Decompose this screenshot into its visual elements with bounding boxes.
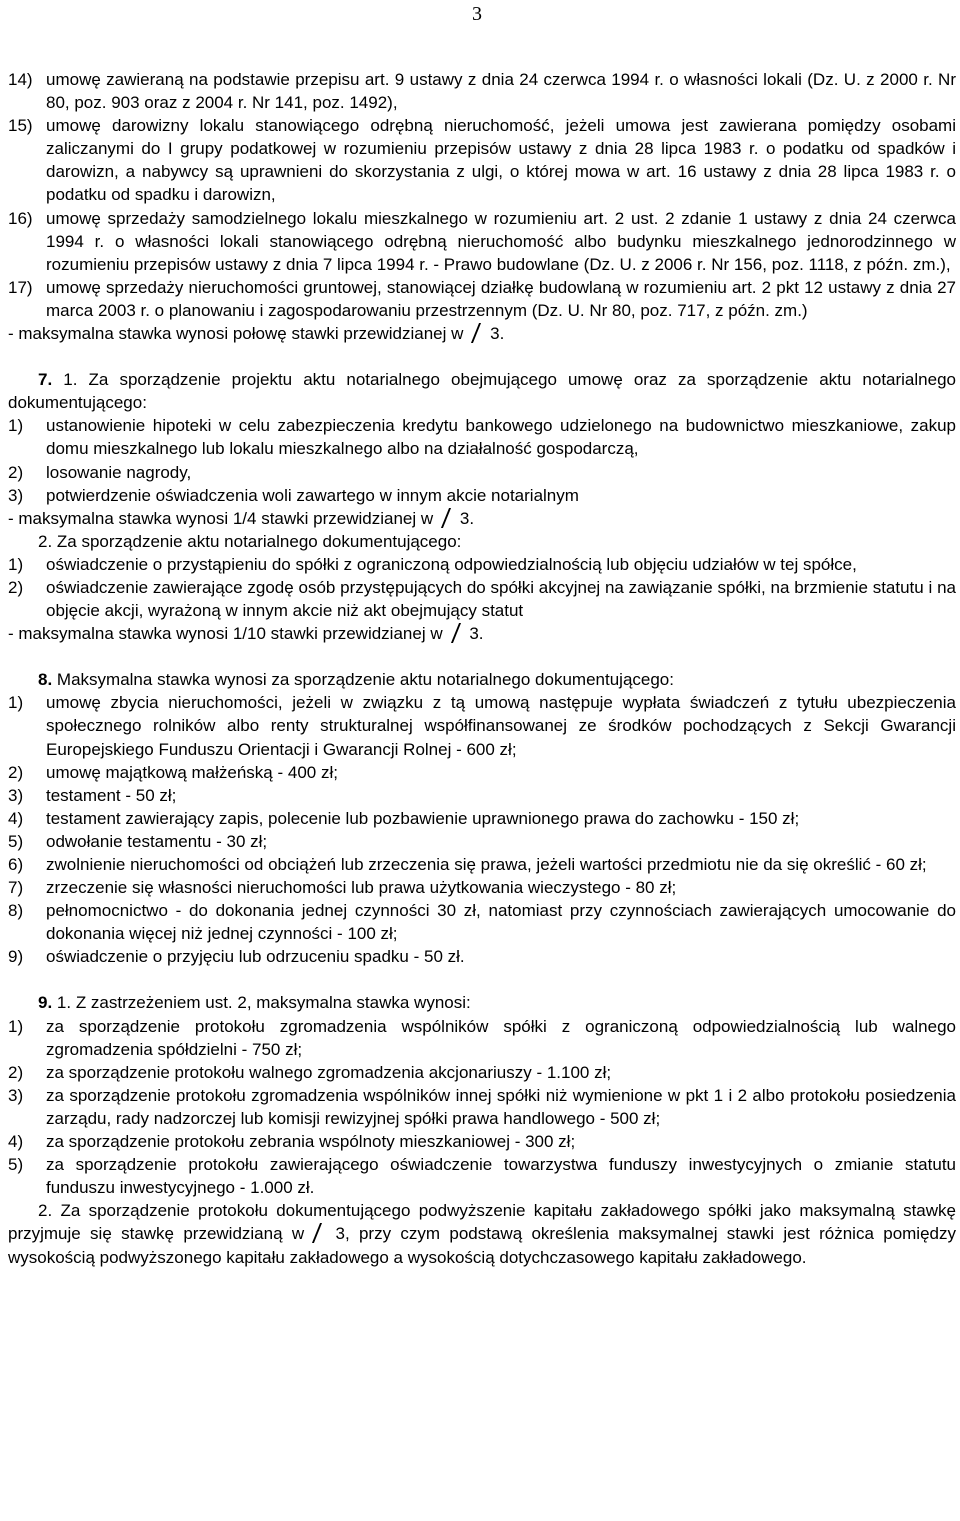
- list-item: 9) oświadczenie o przyjęciu lub odrzuceniu spadku - 50 zł.: [8, 947, 465, 967]
- section-number: 7.: [38, 370, 53, 390]
- list-item: 17) umowę sprzedaży nieruchomości gruntowej, stanowiącej działkę budowlaną w rozumieniu art. 2 pkt 12 ustawy z dnia 27 marca 2003 r. o planowaniu i zagospodarowaniu przestrzennym (Dz. U. Nr 80, poz. 717, z późn. zm.): [8, 277, 956, 320]
- max-rate-note: - maksymalna stawka wynosi 1/10 stawki przewidzianej w 3.: [8, 624, 484, 644]
- section-9-para-2: 2. Za sporządzenie protokołu dokumentującego podwyższenie kapitału zakładowego spółki jako maksymalną stawkę przyjmuje się stawkę przewidzianą w 3, przy czym podstawą określenia maksymalnej stawki jest różnica pomiędzy wysokością podwyższonego kapitału zakładowego a wysokością dotychczasowego kapitału zakładowego.: [8, 1201, 956, 1267]
- section-number: 9.: [38, 993, 53, 1013]
- list-item: 2) umowę majątkową małżeńską - 400 zł;: [8, 762, 338, 782]
- section-7: [8, 368, 956, 645]
- max-rate-note: - maksymalna stawka wynosi 1/4 stawki przewidzianej w 3.: [8, 508, 475, 528]
- paragraph-sign-icon: [439, 508, 455, 528]
- list-item: 8) pełnomocnictwo - do dokonania jednej czynności 30 zł, natomiast przy czynnościach zawierających umocowanie do dokonania więcej niż jednej czynności - 100 zł;: [8, 901, 956, 944]
- max-rate-note: - maksymalna stawka wynosi połowę stawki przewidzianej w 3.: [8, 324, 505, 344]
- list-item: 5) odwołanie testamentu - 30 zł;: [8, 831, 268, 851]
- list-item: 4) testament zawierający zapis, polecenie lub pozbawienie uprawnionego prawa do zachowku - 150 zł;: [8, 808, 800, 828]
- list-item: 5) za sporządzenie protokołu zawierającego oświadczenie towarzystwa funduszy inwestycyjnych o zmianie statutu funduszu inwestycyjnego - 1.000 zł.: [8, 1155, 956, 1198]
- list-item: 2) oświadczenie zawierające zgodę osób przystępujących do spółki akcyjnej na zawiązanie spółki, na brzmienie statutu i na objęcie akcji, wyrażoną w innym akcie niż akt obejmujący statut: [8, 577, 956, 621]
- section-8: [8, 668, 956, 968]
- list-item: 4) za sporządzenie protokołu zebrania wspólnoty mieszkaniowej - 300 zł;: [8, 1132, 576, 1152]
- list-items-14-17: [8, 68, 956, 322]
- list-item: 1) ustanowienie hipoteki w celu zabezpieczenia kredytu bankowego udzielonego na budownictwo mieszkaniowe, zakup domu mieszkalnego lub lokalu mieszkalnego albo na działalność gospodarczą,: [8, 416, 956, 459]
- list-item: 15) umowę darowizny lokalu stanowiącego odrębną nieruchomość, jeżeli umowa jest zawierana pomiędzy osobami zaliczanymi do I grupy podatkowej w rozumieniu przepisów ustawy z dnia 28 lipca 1983 r. o podatku od spadków i darowizn, a nabywcy są uprawnieni do skorzystania z ulgi, o której mowa w art. 16 ustawy z dnia 28 lipca 1983 r. o podatku od spadku i darowizn,: [8, 116, 956, 205]
- section-8-intro: 8. Maksymalna stawka wynosi za sporządzenie aktu notarialnego dokumentującego:: [38, 670, 674, 690]
- section-9-intro: 9. 1. Z zastrzeżeniem ust. 2, maksymalna stawka wynosi:: [38, 993, 471, 1013]
- list-item: 2) za sporządzenie protokołu walnego zgromadzenia akcjonariuszy - 1.100 zł;: [8, 1062, 612, 1082]
- section-9: [8, 991, 956, 1268]
- list-item: 3) testament - 50 zł;: [8, 785, 177, 805]
- paragraph-sign-icon: [469, 323, 485, 343]
- list-item: 1) umowę zbycia nieruchomości, jeżeli w związku z tą umową następuje wypłata świadczeń z tytułu ubezpieczenia społecznego rolników albo renty strukturalnej współfinansowanej ze środków pochodzących z Sekcji Gwarancji Europejskiego Funduszu Orientacji i Gwarancji Rolnej - 600 zł;: [8, 693, 956, 759]
- list-item: 7) zrzeczenie się własności nieruchomości lub prawa użytkowania wieczystego - 80 zł;: [8, 878, 677, 898]
- list-item: 1) oświadczenie o przystąpieniu do spółki z ograniczoną odpowiedzialnością lub objęciu udziałów w tej spółce,: [8, 554, 857, 574]
- list-item: 3) za sporządzenie protokołu zgromadzenia wspólników innej spółki niż wymienione w pkt 1 i 2 albo protokołu posiedzenia zarządu, rady nadzorczej lub komisji rewizyjnej spółki prawa handlowego - 500 zł;: [8, 1085, 956, 1128]
- page-number: 3: [472, 3, 482, 25]
- document-body: [8, 68, 956, 1269]
- section-number: 8.: [38, 670, 53, 690]
- paragraph-sign-icon: [449, 623, 465, 643]
- paragraph-sign-icon: [310, 1223, 326, 1243]
- list-item: 1) za sporządzenie protokołu zgromadzenia wspólników spółki z ograniczoną odpowiedzialnością lub walnego zgromadzenia spółdzielni - 750 zł;: [8, 1016, 956, 1059]
- list-item: 14) umowę zawieraną na podstawie przepisu art. 9 ustawy z dnia 24 czerwca 1994 r. o własności lokali (Dz. U. z 2000 r. Nr 80, poz. 903 oraz z 2004 r. Nr 141, poz. 1492),: [8, 70, 956, 113]
- section-7-intro: 7. 1. Za sporządzenie projektu aktu notarialnego obejmującego umowę oraz za sporządzenie aktu notarialnego dokumentującego:: [8, 370, 956, 413]
- list-item: 3) potwierdzenie oświadczenia woli zawartego w innym akcie notarialnym: [8, 485, 579, 505]
- list-item: 2) losowanie nagrody,: [8, 462, 192, 482]
- section-7-para-2: 2. Za sporządzenie aktu notarialnego dokumentującego:: [38, 531, 462, 551]
- list-item: 16) umowę sprzedaży samodzielnego lokalu mieszkalnego w rozumieniu art. 2 ust. 2 zdanie 1 ustawy z dnia 24 czerwca 1994 r. o własności lokali stanowiącego odrębną nieruchomość albo budynku mieszkalnego jednorodzinnego w rozumieniu przepisów ustawy z dnia 7 lipca 1994 r. - Prawo budowlane (Dz. U. z 2006 r. Nr 156, poz. 1118, z późn. zm.),: [8, 208, 956, 274]
- list-item: 6) zwolnienie nieruchomości od obciążeń lub zrzeczenia się prawa, jeżeli wartości przedmiotu nie da się określić - 60 zł;: [8, 855, 927, 874]
